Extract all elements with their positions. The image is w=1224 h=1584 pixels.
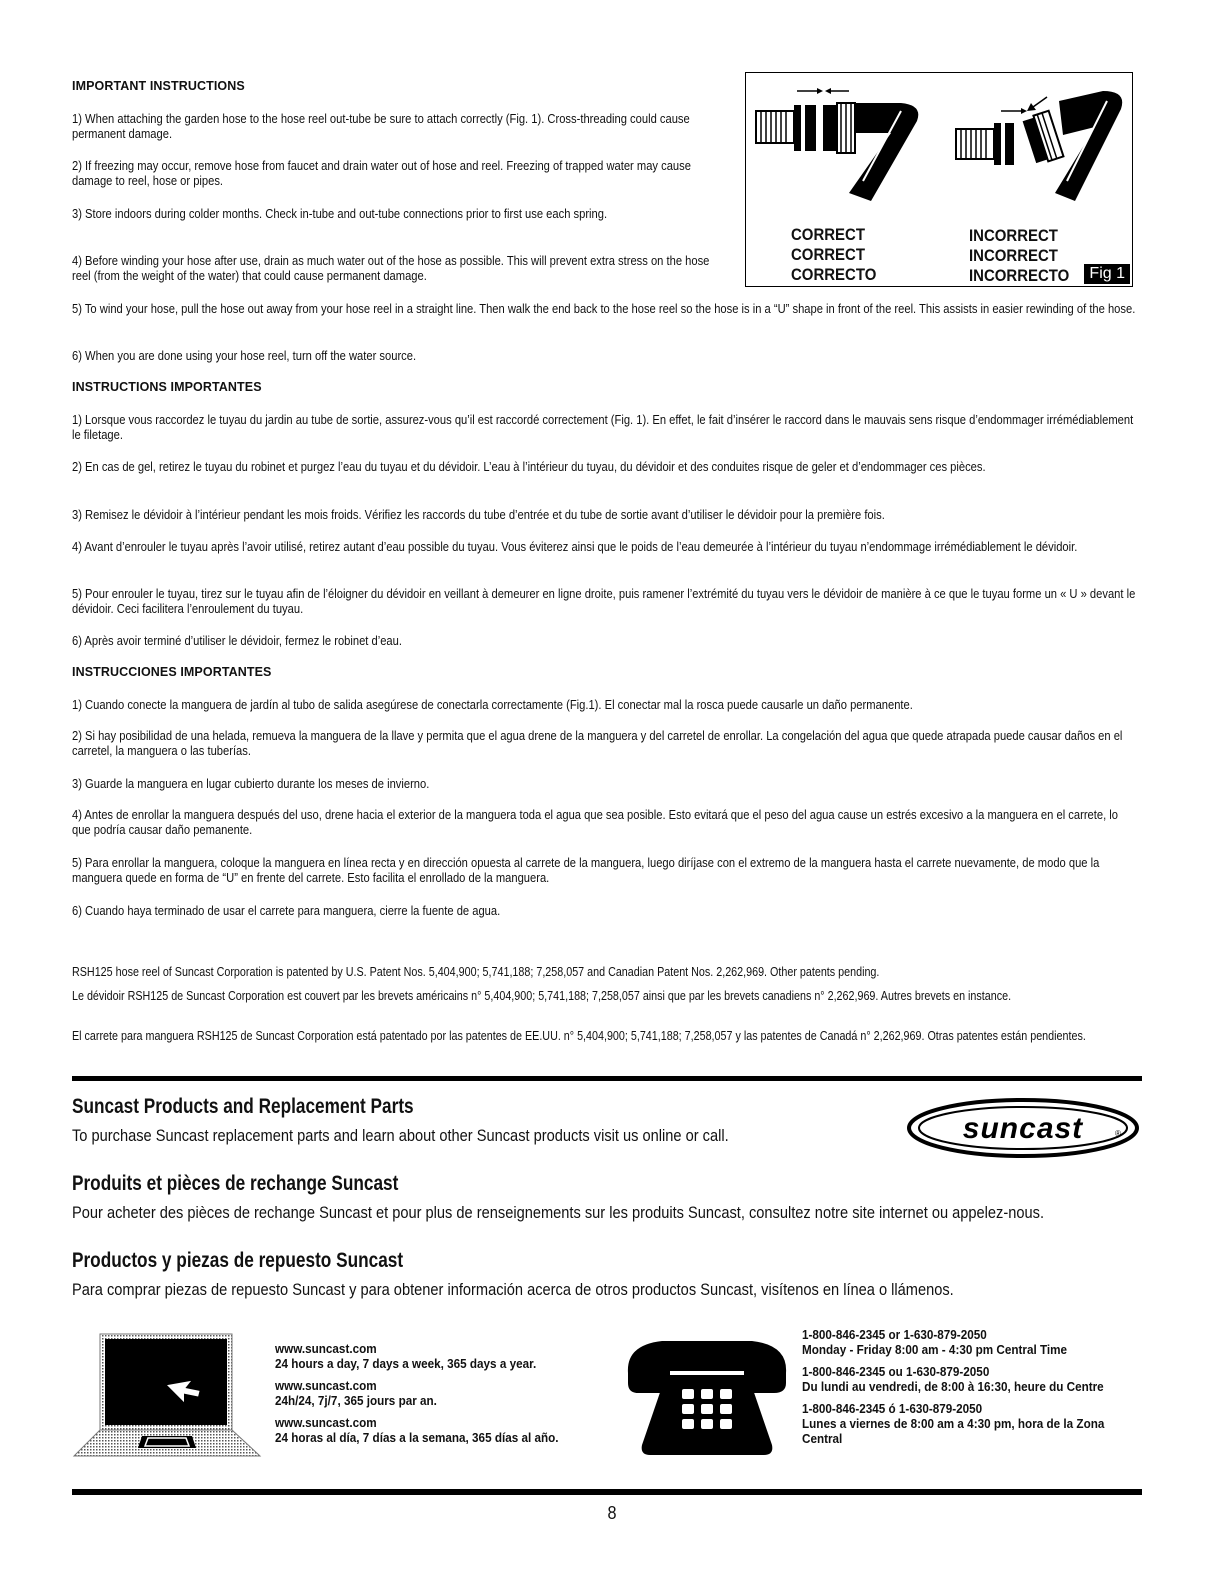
laptop-icon (72, 1332, 262, 1460)
telephone-icon (622, 1335, 792, 1457)
logo-wordmark: suncast (962, 1112, 1084, 1145)
phone-hours-es: Lunes a viernes de 8:00 am a 4:30 pm, hora de la Zona Central (802, 1416, 1105, 1446)
web-hours-en: 24 hours a day, 7 days a week, 365 days a year. (275, 1356, 537, 1371)
web-url-en[interactable]: www.suncast.com (275, 1341, 377, 1356)
french-item-4: 4) Avant d’enrouler le tuyau après l’avoir utilisé, retirez autant d’eau possible du tuyau. Vous éviterez ainsi que le poids de l’eau demeurée à l’intérieur du tuyau n’endommage irrémédiablement le dévidoir. (72, 539, 1078, 554)
registered-mark: ® (1115, 1129, 1121, 1138)
spanish-item-6: 6) Cuando haya terminado de usar el carrete para manguera, cierre la fuente de agua. (72, 903, 501, 918)
spanish-heading: INSTRUCCIONES IMPORTANTES (72, 665, 272, 679)
section-body-fr: Pour acheter des pièces de rechange Suncast et pour plus de renseignements sur les produits Suncast, consultez notre site internet ou appelez-nous. (72, 1203, 1045, 1222)
english-item-4: 4) Before winding your hose after use, drain as much water out of the hose as possible. This will prevent extra stress on the hose reel (from the weight of the water) that could cause permanent damage. (72, 253, 710, 283)
patent-notice-fr: Le dévidoir RSH125 de Suncast Corporation est couvert par les brevets américains n° 5,404,900; 5,741,188; 7,258,057 ainsi que par les brevets canadiens n° 2,262,969. Autres brevets en instance. (72, 989, 1012, 1003)
page-number: 8 (607, 1503, 617, 1523)
english-item-6: 6) When you are done using your hose reel, turn off the water source. (72, 348, 417, 363)
web-url-fr[interactable]: www.suncast.com (275, 1378, 377, 1393)
french-item-1: 1) Lorsque vous raccordez le tuyau du jardin au tube de sortie, assurez-vous qu’il est raccordé correctement (Fig. 1). En effet, le fait d’insérer le raccord dans le mauvais sens risque d’endommager irrémédiablement le filetage. (72, 412, 1134, 442)
spanish-item-4: 4) Antes de enrollar la manguera después del uso, drene hacia el exterior de la manguera toda el agua que sea posible. Esto evitará que el peso del agua cause un estrés excesivo a la manguera en el carrete, lo que podría causar daño pemanente. (72, 807, 1119, 837)
correct-connection-illustration (751, 81, 931, 211)
spanish-item-5: 5) Para enrollar la manguera, coloque la manguera en línea recta y en dirección opuesta al carrete de la manguera, luego diríjase con el extremo de la manguera hasta el carrete nuevamente, de modo que la manguera quede en forma de “U” en frente del carrete. Esto facilita el enrollado de la manguera. (72, 855, 1100, 885)
incorrect-label-es: INCORRECTO (969, 266, 1070, 285)
web-hours-fr: 24h/24, 7j/7, 365 jours par an. (275, 1393, 437, 1408)
french-item-5: 5) Pour enrouler le tuyau, tirez sur le tuyau afin de l’éloigner du dévidoir en veillant à demeurer en ligne droite, puis ramener l’extrémité du tuyau vers le dévidoir de manière à ce que le tuyau forme un « U » devant le dévidoir. Ceci facilitera l’enroulement du tuyau. (72, 586, 1136, 616)
spanish-item-1: 1) Cuando conecte la manguera de jardín al tubo de salida asegúrese de conectarla correctamente (Fig.1). El conectar mal la rosca puede causarle un daño permanente. (72, 697, 913, 712)
correct-label-en: CORRECT (791, 225, 865, 244)
correct-label-fr: CORRECT (791, 245, 865, 264)
phone-contact-block (802, 1327, 1147, 1446)
french-heading: INSTRUCTIONS IMPORTANTES (72, 380, 262, 394)
top-divider (72, 1076, 1142, 1081)
incorrect-label-en: INCORRECT (969, 226, 1058, 245)
english-heading: IMPORTANT INSTRUCTIONS (72, 79, 245, 93)
spanish-item-2: 2) Si hay posibilidad de una helada, remueva la manguera de la llave y permita que el agua drene de la manguera y del carretel de enrollar. La congelación del agua que quede atrapada puede causar daños en el carretel, la manguera o las tuberías. (72, 728, 1123, 758)
patent-notice-en: RSH125 hose reel of Suncast Corporation is patented by U.S. Patent Nos. 5,404,900; 5,741,188; 7,258,057 and Canadian Patent Nos. 2,262,969. Other patents pending. (72, 965, 880, 979)
english-item-2: 2) If freezing may occur, remove hose from faucet and drain water out of hose and reel. Freezing of trapped water may cause damage to reel, hose or pipes. (72, 158, 691, 188)
web-hours-es: 24 horas al día, 7 días a la semana, 365 días al año. (275, 1430, 559, 1445)
english-item-3: 3) Store indoors during colder months. Check in-tube and out-tube connections prior to first use each spring. (72, 206, 608, 221)
suncast-logo (905, 1096, 1141, 1160)
phone-hours-en: Monday - Friday 8:00 am - 4:30 pm Central Time (802, 1342, 1068, 1357)
section-title-fr: Produits et pièces de rechange Suncast (72, 1172, 399, 1195)
phone-number-fr[interactable]: 1-800-846-2345 ou 1-630-879-2050 (802, 1364, 990, 1379)
french-item-3: 3) Remisez le dévidoir à l’intérieur pendant les mois froids. Vérifiez les raccords du tube d’entrée et du tube de sortie avant d’utiliser le dévidoir pour la première fois. (72, 507, 885, 522)
section-body-es: Para comprar piezas de repuesto Suncast y para obtener información acerca de otros productos Suncast, visítenos en línea o llámenos. (72, 1280, 954, 1299)
spanish-item-3: 3) Guarde la manguera en lugar cubierto durante los meses de invierno. (72, 776, 430, 791)
english-item-5: 5) To wind your hose, pull the hose out away from your hose reel in a straight line. Then walk the end back to the hose reel so the hose is in a “U” shape in front of the reel. This assists in easier rewinding of the hose. (72, 301, 1136, 316)
section-body-en: To purchase Suncast replacement parts and learn about other Suncast products visit us online or call. (72, 1126, 729, 1145)
web-url-es[interactable]: www.suncast.com (275, 1415, 377, 1430)
english-item-1: 1) When attaching the garden hose to the hose reel out-tube be sure to attach correctly (Fig. 1). Cross-threading could cause permanent damage. (72, 111, 690, 141)
web-contact-block (275, 1341, 675, 1445)
phone-number-en[interactable]: 1-800-846-2345 or 1-630-879-2050 (802, 1327, 987, 1342)
section-title-en: Suncast Products and Replacement Parts (72, 1095, 414, 1118)
figure-tag: Fig 1 (1084, 264, 1130, 284)
phone-hours-fr: Du lundi au vendredi, de 8:00 à 16:30, heure du Centre (802, 1379, 1104, 1394)
french-item-2: 2) En cas de gel, retirez le tuyau du robinet et purgez l’eau du tuyau et du dévidoir. L’eau à l’intérieur du tuyau, du dévidoir et des conduites risque de geler et d’endommager ces pièces. (72, 459, 986, 474)
incorrect-label-fr: INCORRECT (969, 246, 1058, 265)
figure-1 (745, 72, 1133, 287)
phone-number-es[interactable]: 1-800-846-2345 ó 1-630-879-2050 (802, 1401, 983, 1416)
incorrect-connection-illustration (951, 91, 1131, 221)
section-title-es: Productos y piezas de repuesto Suncast (72, 1249, 404, 1272)
correct-label-es: CORRECTO (791, 265, 877, 284)
patent-notice-es: El carrete para manguera RSH125 de Suncast Corporation está patentado por las patentes de EE.UU. n° 5,404,900; 5,741,188; 7,258,057 y las patentes de Canadá n° 2,262,969. Otras patentes están pendientes. (72, 1029, 1086, 1043)
french-item-6: 6) Après avoir terminé d’utiliser le dévidoir, fermez le robinet d’eau. (72, 633, 402, 648)
bottom-divider (72, 1489, 1142, 1495)
